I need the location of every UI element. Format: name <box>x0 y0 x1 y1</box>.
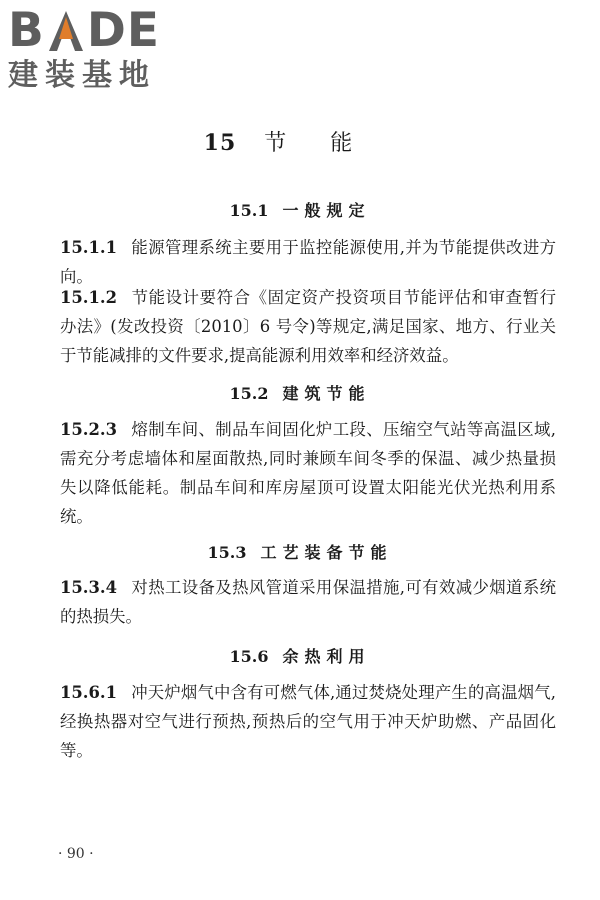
chapter-title <box>0 126 600 157</box>
logo-subtitle: 建装基地 <box>8 58 156 93</box>
clause-number: 15.1.2 <box>60 288 118 307</box>
section-heading <box>0 644 600 667</box>
logo-letters-de: DE <box>86 3 160 58</box>
logo-a-triangle-icon <box>47 9 85 53</box>
clause-number: 15.6.1 <box>60 683 118 702</box>
logo-letter-b: B <box>8 3 45 58</box>
section-name: 余热利用 <box>282 647 371 666</box>
section-number: 15.3 <box>207 543 247 562</box>
page-number: · 90 · <box>58 846 94 862</box>
clause-text: 对热工设备及热风管道采用保温措施,可有效减少烟道系统的热损失。 <box>60 578 556 626</box>
clause-number: 15.2.3 <box>60 420 118 439</box>
clause-text: 能源管理系统主要用于监控能源使用,并为节能提供改进方向。 <box>60 238 556 286</box>
clause-paragraph <box>60 283 556 370</box>
clause-number: 15.1.1 <box>60 238 118 257</box>
logo-wordmark <box>8 3 178 58</box>
chapter-number: 15 <box>203 130 237 156</box>
section-number: 15.2 <box>229 384 269 403</box>
clause-paragraph <box>60 415 556 531</box>
section-heading <box>0 540 600 563</box>
clause-text: 冲天炉烟气中含有可燃气体,通过焚烧处理产生的高温烟气,经换热器对空气进行预热,预热后的空气用于冲天炉助燃、产品固化等。 <box>60 683 556 760</box>
section-number: 15.1 <box>229 201 269 220</box>
section-number: 15.6 <box>229 647 269 666</box>
section-name: 工艺装备节能 <box>260 543 393 562</box>
clause-paragraph <box>60 573 556 631</box>
brand-logo <box>8 3 178 94</box>
section-heading <box>0 381 600 404</box>
clause-paragraph <box>60 678 556 765</box>
clause-text: 节能设计要符合《固定资产投资项目节能评估和审查暂行办法》(发改投资〔2010〕6 号令)等规定,满足国家、地方、行业关于节能减排的文件要求,提高能源利用效率和经济效益。 <box>60 288 556 365</box>
chapter-name: 节能 <box>264 131 397 156</box>
section-name: 建筑节能 <box>282 384 371 403</box>
clause-text: 熔制车间、制品车间固化炉工段、压缩空气站等高温区域,需充分考虑墙体和屋面散热,同时兼顾车间冬季的保温、减少热量损失以降低能耗。制品车间和库房屋顶可设置太阳能光伏光热利用系统。 <box>60 420 556 526</box>
section-name: 一般规定 <box>282 201 371 220</box>
clause-number: 15.3.4 <box>60 578 118 597</box>
section-heading <box>0 198 600 221</box>
